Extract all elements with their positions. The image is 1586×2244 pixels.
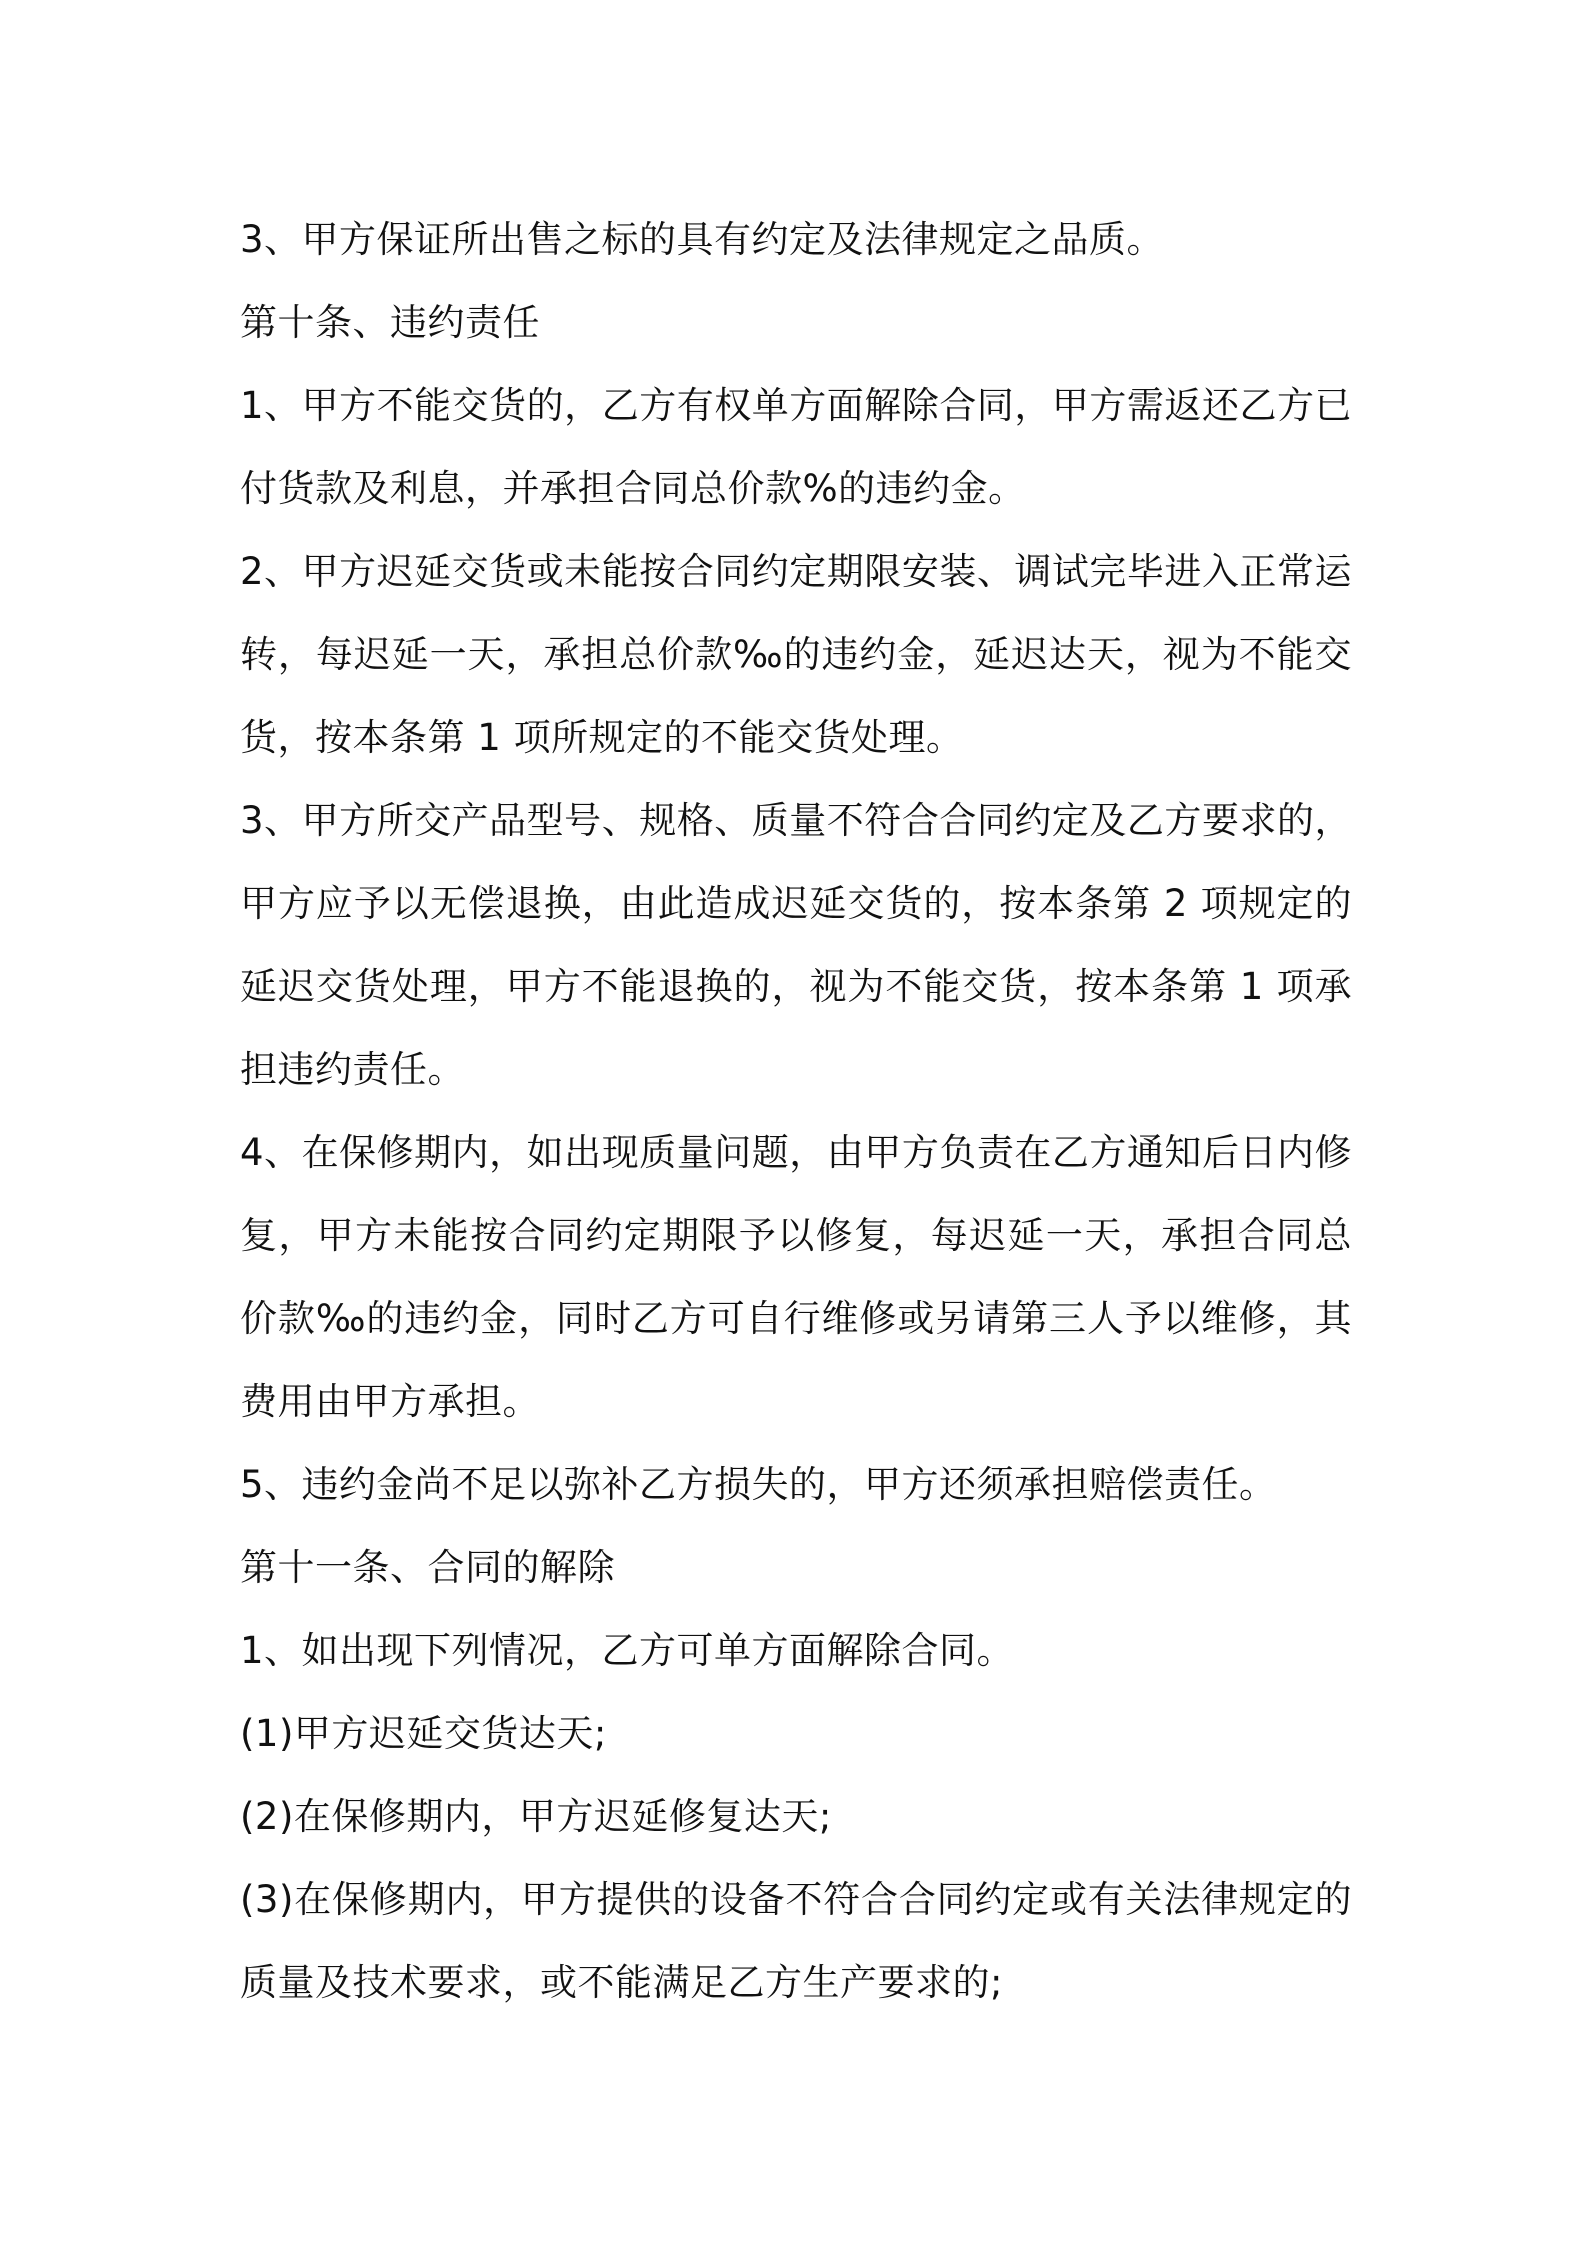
document-body	[240, 198, 1352, 2024]
paragraph-termination-intro: 1、如出现下列情况，乙方可单方面解除合同。	[240, 1629, 1015, 1672]
paragraph-clause-1-non-delivery: 1、甲方不能交货的，乙方有权单方面解除合同，甲方需返还乙方已付货款及利息，并承担合同总价款%的违约金。	[240, 384, 1352, 510]
list-item-termination-1: (1)甲方迟延交货达天;	[240, 1712, 607, 1755]
paragraph-clause-5-compensation: 5、违约金尚不足以弥补乙方损失的，甲方还须承担赔偿责任。	[240, 1463, 1277, 1506]
list-item-termination-3: (3)在保修期内，甲方提供的设备不符合合同约定或有关法律规定的质量及技术要求，或不能满足乙方生产要求的;	[240, 1878, 1352, 2004]
paragraph-quality-guarantee: 3、甲方保证所出售之标的具有约定及法律规定之品质。	[240, 218, 1165, 261]
section-heading-contract-termination: 第十一条、合同的解除	[240, 1546, 615, 1589]
section-heading-breach-liability: 第十条、违约责任	[240, 301, 540, 344]
list-item-termination-2: (2)在保修期内，甲方迟延修复达天;	[240, 1795, 832, 1838]
paragraph-clause-4-warranty-repair: 4、在保修期内，如出现质量问题，由甲方负责在乙方通知后日内修复，甲方未能按合同约定期限予以修复，每迟延一天，承担合同总价款‰的违约金，同时乙方可自行维修或另请第三人予以维修，其费用由甲方承担。	[240, 1131, 1352, 1423]
paragraph-clause-3-nonconforming-goods: 3、甲方所交产品型号、规格、质量不符合合同约定及乙方要求的，甲方应予以无偿退换，由此造成迟延交货的，按本条第 2 项规定的延迟交货处理，甲方不能退换的，视为不能交货，按本条第 1 项承担违约责任。	[240, 799, 1352, 1091]
paragraph-clause-2-late-delivery: 2、甲方迟延交货或未能按合同约定期限安装、调试完毕进入正常运转，每迟延一天，承担总价款‰的违约金，延迟达天，视为不能交货，按本条第 1 项所规定的不能交货处理。	[240, 550, 1352, 759]
